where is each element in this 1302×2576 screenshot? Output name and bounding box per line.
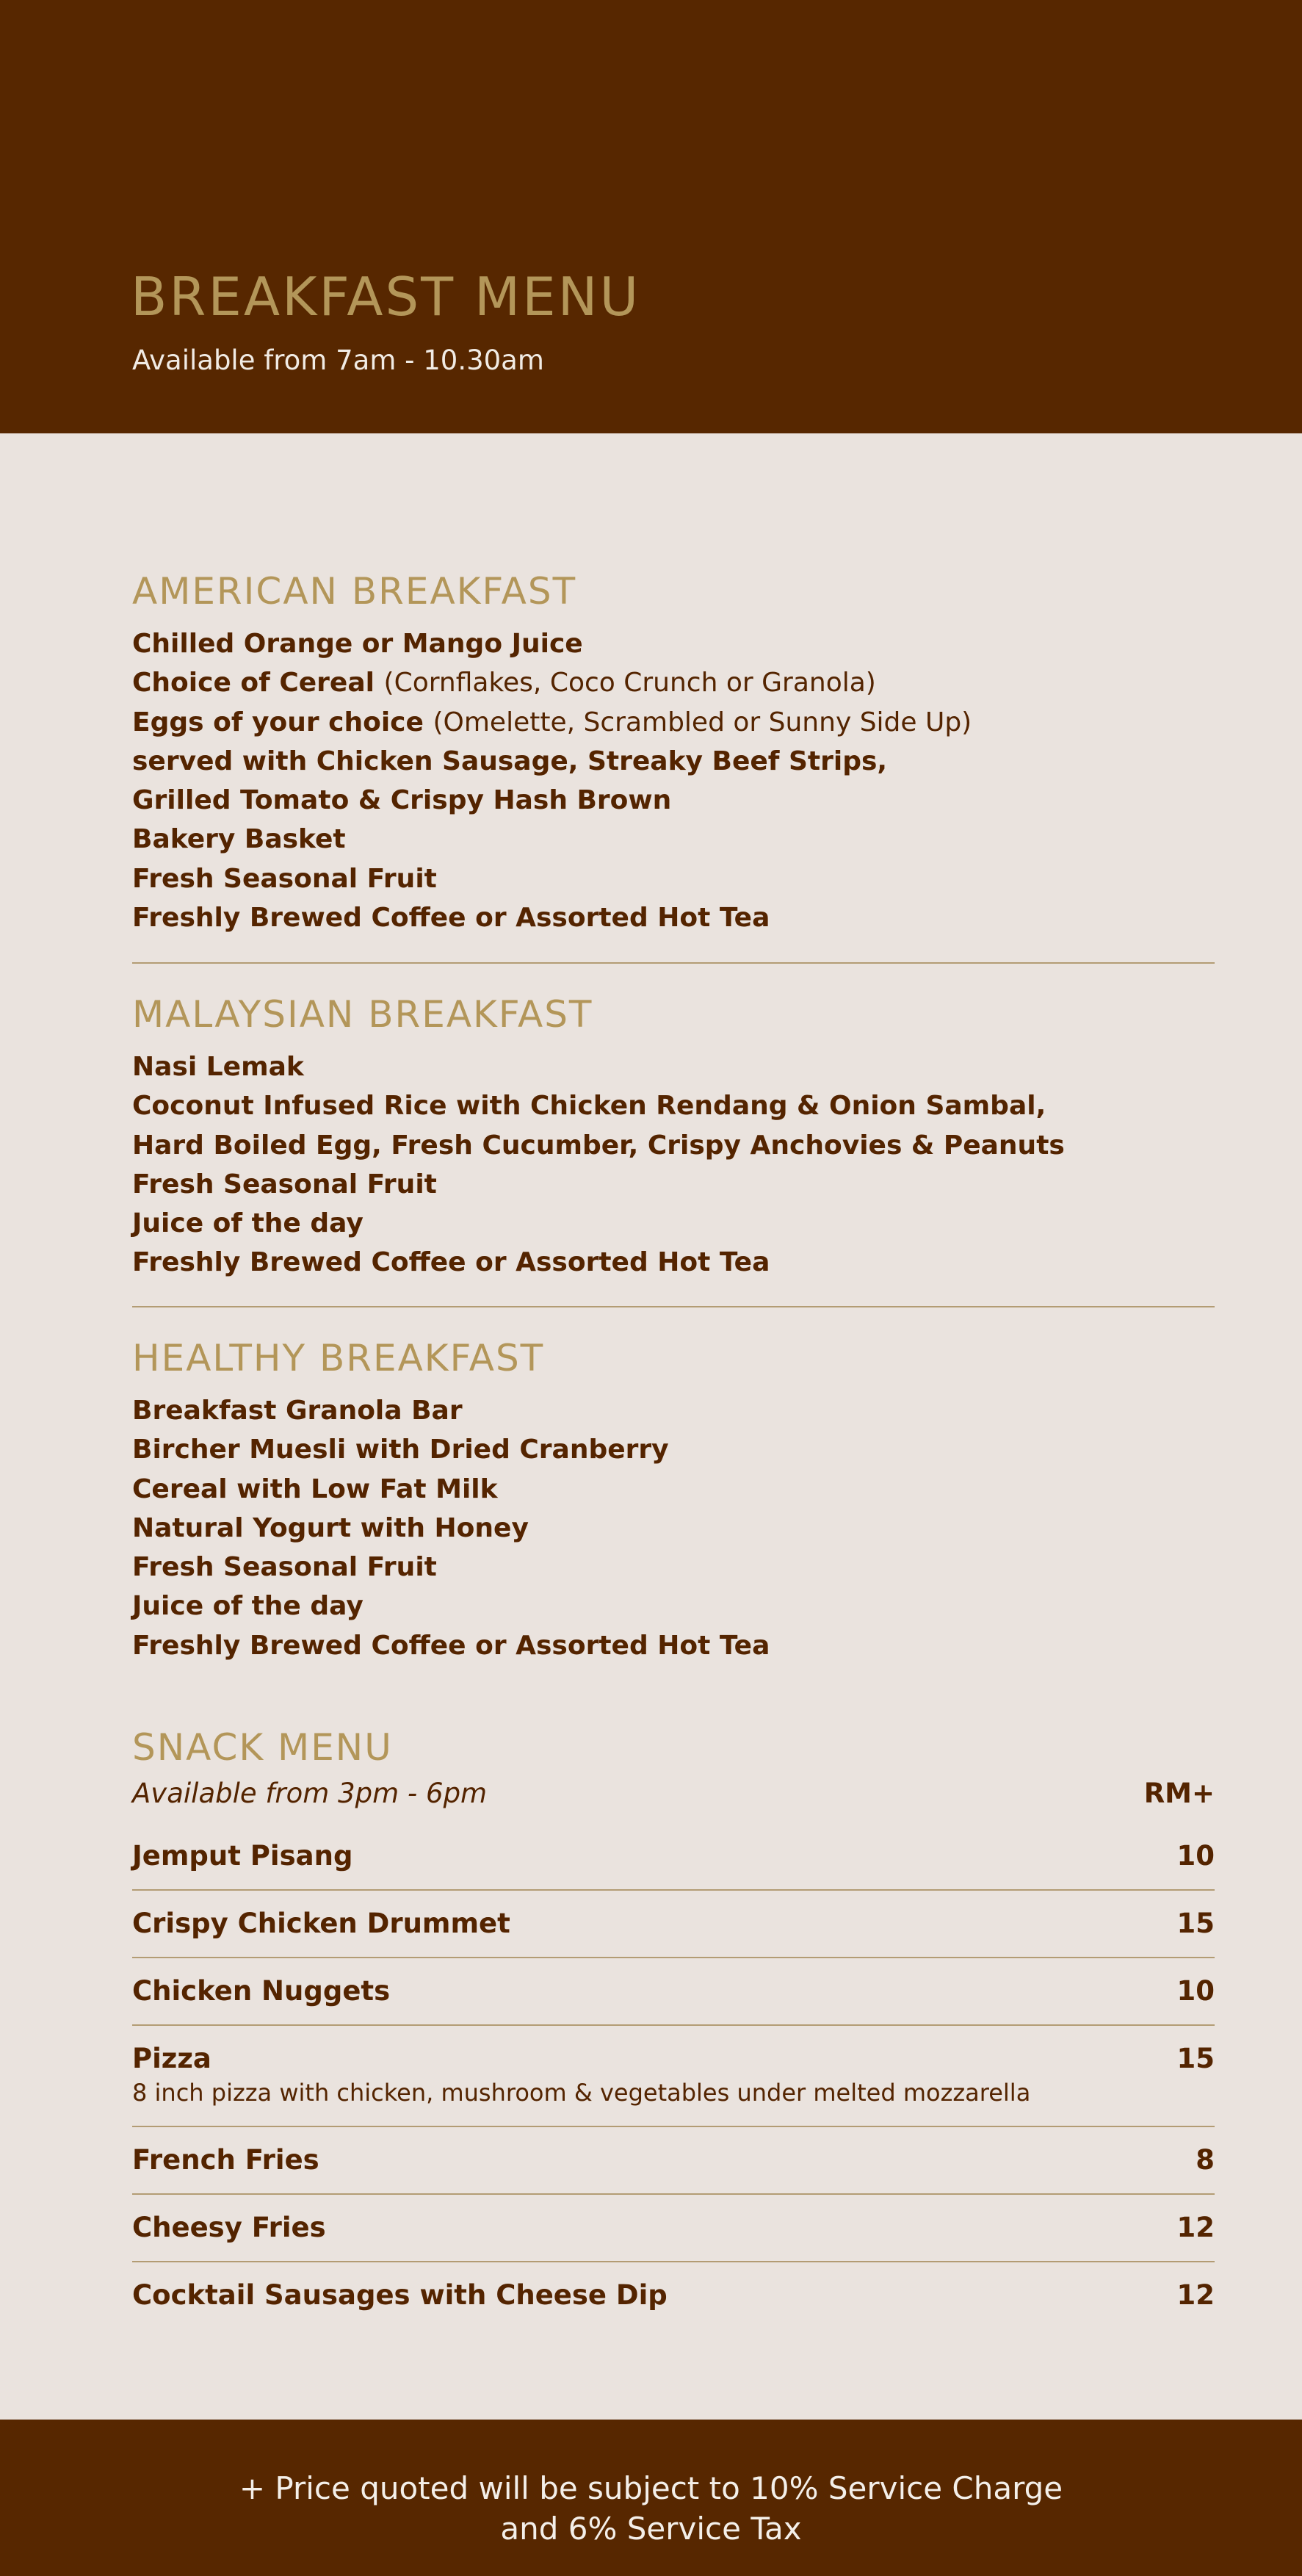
breakfast-availability: Available from 7am - 10.30am: [132, 344, 544, 376]
section-title: SNACK MENU: [132, 1726, 393, 1769]
snack-price: 12: [1176, 2212, 1215, 2243]
list-item: Natural Yogurt with Honey: [132, 1512, 529, 1543]
table-row: [132, 2142, 1215, 2195]
table-row: [132, 2209, 1215, 2262]
section-title: MALAYSIAN BREAKFAST: [132, 993, 593, 1036]
snack-name: Cheesy Fries: [132, 2212, 326, 2243]
snack-price: 15: [1176, 1908, 1215, 1939]
list-item: Eggs of your choice (Omelette, Scrambled or Sunny Side Up): [132, 707, 972, 737]
healthy-breakfast-items: [132, 1391, 1215, 1665]
list-item: Juice of the day: [132, 1591, 364, 1622]
item-note: (Cornflakes, Coco Crunch or Granola): [383, 668, 876, 699]
snack-name: French Fries: [132, 2144, 319, 2176]
list-item: Breakfast Granola Bar: [132, 1396, 463, 1426]
snack-name: Pizza: [132, 2043, 211, 2074]
list-item: Chilled Orange or Mango Juice: [132, 629, 583, 659]
snack-availability: Available from 3pm - 6pm: [132, 1778, 488, 1809]
menu-header: [0, 0, 1302, 433]
list-item: Bircher Muesli with Dried Cranberry: [132, 1435, 669, 1465]
list-item: Freshly Brewed Coffee or Assorted Hot Tea: [132, 903, 770, 934]
list-item: Bakery Basket: [132, 824, 346, 855]
footer-line: and 6% Service Tax: [500, 2511, 802, 2547]
section-divider: [132, 1306, 1215, 1307]
snack-subheader: [132, 1776, 1215, 1811]
page-title: BREAKFAST MENU: [131, 266, 641, 328]
table-row: [132, 1905, 1215, 1958]
list-item: Fresh Seasonal Fruit: [132, 1552, 437, 1583]
menu-footer: [0, 2420, 1302, 2576]
item-note: (Omelette, Scrambled or Sunny Side Up): [433, 707, 972, 737]
table-row: [132, 1838, 1215, 1891]
malaysian-breakfast-section: [132, 993, 1215, 1282]
table-row: [132, 2041, 1215, 2127]
american-breakfast-items: [132, 624, 1215, 937]
section-title: HEALTHY BREAKFAST: [132, 1337, 545, 1379]
snack-menu-section: [132, 1726, 1215, 1769]
snack-price: 15: [1176, 2043, 1215, 2074]
snack-name: Cocktail Sausages with Cheese Dip: [132, 2279, 668, 2311]
list-item: Fresh Seasonal Fruit: [132, 1169, 437, 1199]
snack-price: 10: [1176, 1975, 1215, 2007]
footer-note: [0, 2468, 1302, 2549]
snack-name: Chicken Nuggets: [132, 1975, 391, 2007]
section-divider: [132, 962, 1215, 964]
snack-price: 10: [1176, 1840, 1215, 1872]
list-item: Cereal with Low Fat Milk: [132, 1473, 498, 1504]
healthy-breakfast-section: [132, 1337, 1215, 1665]
list-item: Coconut Infused Rice with Chicken Rendang & Onion Sambal,: [132, 1091, 1046, 1122]
footer-line: + Price quoted will be subject to 10% Service Charge: [239, 2470, 1063, 2506]
snack-price: 12: [1176, 2279, 1215, 2311]
american-breakfast-section: [132, 570, 1215, 937]
snack-name: Jemput Pisang: [132, 1840, 353, 1872]
list-item: Fresh Seasonal Fruit: [132, 863, 437, 894]
list-item: Freshly Brewed Coffee or Assorted Hot Tea: [132, 1247, 770, 1278]
table-row: [132, 1973, 1215, 2026]
snack-description: 8 inch pizza with chicken, mushroom & vegetables under melted mozzarella: [132, 2079, 1031, 2107]
list-item: Juice of the day: [132, 1208, 364, 1239]
list-item: Choice of Cereal (Cornflakes, Coco Crunch or Granola): [132, 668, 876, 699]
snack-name: Crispy Chicken Drummet: [132, 1908, 510, 1939]
section-title: AMERICAN BREAKFAST: [132, 570, 577, 613]
list-item: Hard Boiled Egg, Fresh Cucumber, Crispy Anchovies & Peanuts: [132, 1130, 1065, 1161]
malaysian-breakfast-items: [132, 1047, 1215, 1282]
list-item: Nasi Lemak: [132, 1052, 304, 1082]
list-item: Grilled Tomato & Crispy Hash Brown: [132, 785, 672, 816]
currency-label: RM+: [1143, 1778, 1215, 1809]
table-row: [132, 2277, 1215, 2328]
snack-list: [132, 1838, 1215, 2328]
list-item: served with Chicken Sausage, Streaky Beef Strips,: [132, 746, 888, 776]
list-item: Freshly Brewed Coffee or Assorted Hot Tea: [132, 1630, 770, 1661]
snack-price: 8: [1196, 2144, 1215, 2176]
